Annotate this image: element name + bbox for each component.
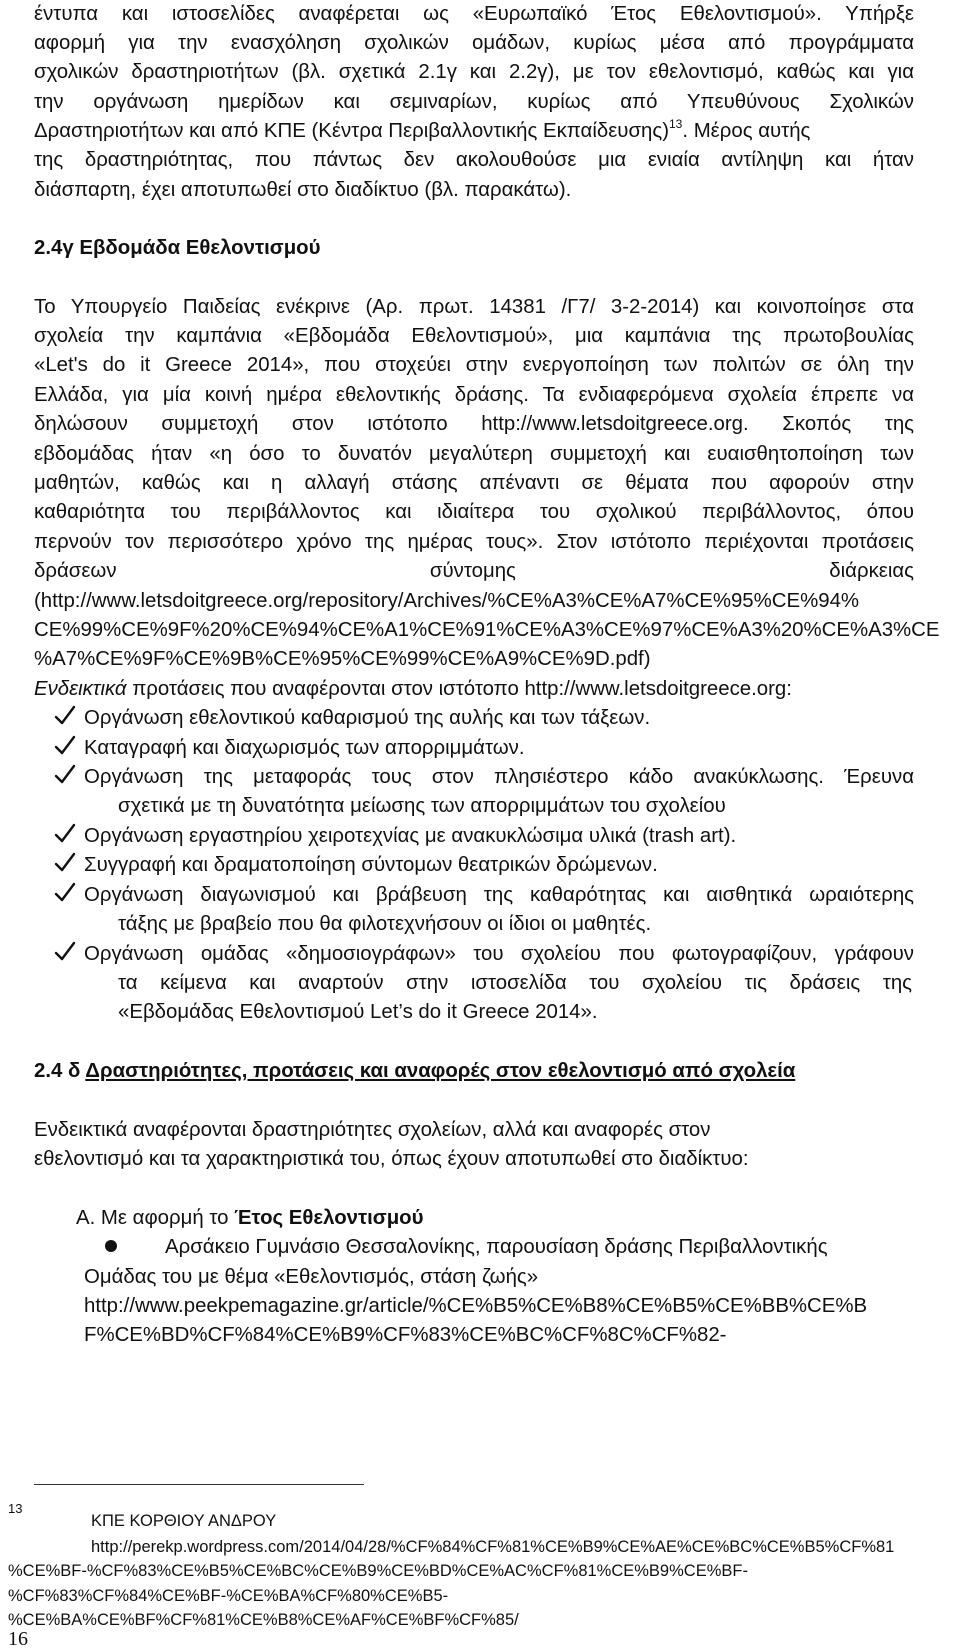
paragraph-line: μαθητών, καθώς και η αλλαγή στάσης απέναντι σε θέματα που αφορούν στην (34, 472, 914, 494)
footnote-url-line: http://perekp.wordpress.com/2014/04/28/%CF%84%CF%81%CE%B9%CE%AE%CE%BC%CE%B5%CF%81 (91, 1538, 895, 1556)
checklist-item (53, 763, 913, 791)
checklist-text: Οργάνωση εργαστηρίου χειροτεχνίας με ανακυκλώσιμα υλικά (trash art). (84, 825, 737, 847)
paragraph-line (34, 117, 914, 147)
footnote-title: ΚΠΕ ΚΟΡΘΙΟΥ ΑΝΔΡΟΥ (91, 1512, 277, 1530)
url-line: CE%99%CE%9F%20%CE%94%CE%A1%CE%91%CE%A3%CE%97%CE%A3%20%CE%A3%CE (34, 619, 940, 641)
subsection-bold: Έτος Εθελοντισμού (234, 1207, 424, 1229)
paragraph-line: εθελοντισμό και τα χαρακτηριστικά του, όπως έχουν αποτυπωθεί στο διαδίκτυο: (34, 1148, 749, 1170)
paragraph-line: Ελλάδα, για μία κοινή ημέρα εθελοντικής δράσης. Τα ενδιαφερόμενα σχολεία έπρεπε να (34, 384, 914, 406)
paragraph-line: διάσπαρτη, έχει αποτυπωθεί στο διαδίκτυο (βλ. παρακάτω). (34, 179, 572, 201)
paragraph-line: δράσεων σύντομης διάρκειας (34, 560, 914, 582)
section-heading (34, 1057, 914, 1085)
checklist-text: Οργάνωση ομάδας «δημοσιογράφων» του σχολείου που φωτογραφίζουν, γράφουν (84, 943, 914, 965)
section-title: Δραστηριότητες, προτάσεις και αναφορές στον εθελοντισμό από σχολεία (85, 1060, 796, 1082)
checklist-item (53, 704, 913, 732)
checklist-text-continued: σχετικά με τη δυνατότητα μείωσης των απορριμμάτων του σχολείου (118, 795, 726, 817)
checklist-text: Συγγραφή και δραματοποίηση σύντομων θεατρικών δρώμενων. (84, 854, 658, 876)
page-number: 16 (8, 1628, 28, 1650)
paragraph-line: την οργάνωση ημερίδων και σεμιναρίων, κυρίως από Υπευθύνους Σχολικών (34, 91, 914, 113)
checkmark-icon (53, 704, 77, 728)
paragraph-line: έντυπα και ιστοσελίδες αναφέρεται ως «Ευρωπαϊκό Έτος Εθελοντισμού». Υπήρξε (34, 3, 914, 25)
section-number: 2.4 δ (34, 1060, 86, 1082)
checklist-item (53, 940, 913, 968)
footnote-url-line: %CF%83%CF%84%CE%BF-%CE%BA%CF%80%CE%B5- (8, 1587, 449, 1605)
paragraph-line: Το Υπουργείο Παιδείας ενέκρινε (Αρ. πρωτ. 14381 /Γ7/ 3-2-2014) και κοινοποίησε στα (34, 296, 914, 318)
paragraph-line: της δραστηριότητας, που πάντως δεν ακολουθούσε μια ενιαία αντίληψη και ήταν (34, 149, 914, 171)
paragraph-text: προτάσεις που αναφέρονται στον ιστότοπο http://www.letsdoitgreece.org: (126, 678, 792, 700)
subsection-text: Α. Με αφορμή το (76, 1207, 235, 1229)
bullet-icon (105, 1240, 117, 1252)
footnote-url-line: %CE%BF-%CF%83%CE%B5%CE%BC%CE%B9%CE%BD%CE%AC%CF%81%CE%B9%CE%BF- (8, 1562, 748, 1580)
checklist-text-continued: τα κείμενα και αναρτούν στην ιστοσελίδα του σχολείου τις δράσεις της (118, 972, 912, 994)
paragraph-line: Ενδεικτικά αναφέρονται δραστηριότητες σχολείων, αλλά και αναφορές στον (34, 1119, 711, 1141)
paragraph-text: . Μέρος αυτής (682, 120, 811, 142)
paragraph-line: σχολικών δραστηριοτήτων (βλ. σχετικά 2.1γ και 2.2γ), με τον εθελοντισμό, καθώς και για (34, 61, 914, 83)
italic-word: Ενδεικτικά (34, 678, 127, 700)
checklist-text: Οργάνωση εθελοντικού καθαρισμού της αυλής και των τάξεων. (84, 707, 651, 729)
paragraph-line: αφορμή για την ενασχόληση σχολικών ομάδων, κυρίως μέσα από προγράμματα (34, 32, 914, 54)
checkmark-icon (53, 851, 77, 875)
subsection-label (76, 1204, 956, 1232)
paragraph-line: καθαριότητα του περιβάλλοντος και ιδιαίτερα του σχολικού περιβάλλοντος, όπου (34, 501, 914, 523)
checkmark-icon (53, 940, 77, 964)
paragraph-line: σχολεία την καμπάνια «Εβδομάδα Εθελοντισμού», μια καμπάνια της πρωτοβουλίας (34, 325, 914, 347)
checklist-text: Οργάνωση της μεταφοράς τους στον πλησιέστερο κάδο ανακύκλωσης. Έρευνα (84, 766, 914, 788)
footnote-reference[interactable]: 13 (669, 117, 683, 131)
url-line: (http://www.letsdoitgreece.org/repository/Archives/%CE%A3%CE%A7%CE%95%CE%94% (34, 590, 860, 612)
checkmark-icon (53, 822, 77, 846)
paragraph-line: δηλώσουν συμμετοχή στον ιστότοπο http://www.letsdoitgreece.org. Σκοπός της (34, 413, 914, 435)
footnote-url-line: %CE%BA%CE%BF%CF%81%CE%B8%CE%AF%CE%BF%CF%85/ (8, 1611, 519, 1629)
checklist-text-continued: «Εβδομάδας Εθελοντισμού Let’s do it Greece 2014». (118, 1001, 598, 1023)
checklist-item (53, 734, 913, 762)
url-line: F%CE%BD%CF%84%CE%B9%CF%83%CE%BC%CF%8C%CF%82- (84, 1324, 727, 1346)
suggestions-intro (34, 675, 914, 703)
footnote-number: 13 (8, 1501, 23, 1516)
url-line: http://www.peekpemagazine.gr/article/%CE%B5%CE%B8%CE%B5%CE%BB%CE%B (84, 1295, 868, 1317)
bullet-text: Ομάδας του με θέμα «Εθελοντισμός, στάση ζωής» (84, 1266, 539, 1288)
paragraph-text: Δραστηριοτήτων και από ΚΠΕ (Κέντρα Περιβαλλοντικής Εκπαίδευσης) (34, 120, 669, 142)
checkmark-icon (53, 734, 77, 758)
checkmark-icon (53, 763, 77, 787)
paragraph-line: περνούν τον περισσότερο χρόνο της ημέρας τους». Στον ιστότοπο περιέχονται προτάσεις (34, 531, 914, 553)
bullet-text: Αρσάκειο Γυμνάσιο Θεσσαλονίκης, παρουσίαση δράσης Περιβαλλοντικής (165, 1236, 828, 1258)
checklist-item (53, 881, 913, 909)
footnote-separator (34, 1484, 364, 1485)
checklist-text-continued: τάξης με βραβείο που θα φιλοτεχνήσουν οι ίδιοι οι μαθητές. (118, 913, 652, 935)
checklist-text: Καταγραφή και διαχωρισμός των απορριμμάτων. (84, 737, 525, 759)
checkmark-icon (53, 881, 77, 905)
url-line: %A7%CE%9F%CE%9B%CE%95%CE%99%CE%A9%CE%9D.pdf) (34, 648, 651, 670)
paragraph-line: εβδομάδας ήταν «η όσο το δυνατόν μεγαλύτερη συμμετοχή και ευαισθητοποίηση των (34, 443, 914, 465)
paragraph-line: «Let's do it Greece 2014», που στοχεύει στην ενεργοποίηση των πολιτών σε όλη την (34, 354, 914, 376)
section-heading: 2.4γ Εβδομάδα Εθελοντισμού (34, 237, 321, 259)
checklist-item (53, 851, 913, 879)
checklist-text: Οργάνωση διαγωνισμού και βράβευση της καθαρότητας και αισθητικά ωραιότερης (84, 884, 914, 906)
checklist-item (53, 822, 913, 850)
